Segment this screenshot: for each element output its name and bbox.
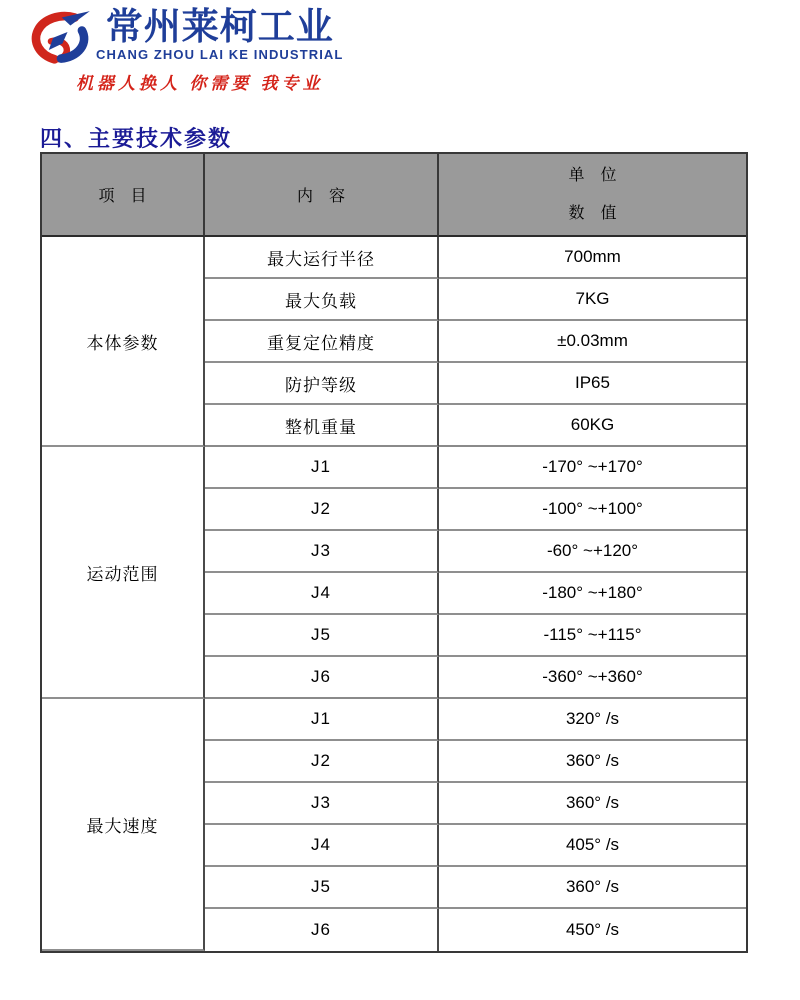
- content-cell: 整机重量: [205, 405, 439, 447]
- value-cell: -180° ~+180°: [439, 573, 746, 615]
- table-row: [42, 699, 746, 741]
- content-cell: J1: [205, 447, 439, 489]
- company-name-cn: 常州莱柯工业: [105, 6, 334, 47]
- content-cell: 重复定位精度: [205, 321, 439, 363]
- value-cell: 320° /s: [439, 699, 746, 741]
- company-slogan: 机器人换人 你需要 我专业: [76, 74, 324, 93]
- content-cell: 最大负载: [205, 279, 439, 321]
- content-cell: J4: [205, 573, 439, 615]
- content-cell: J2: [205, 741, 439, 783]
- value-cell: ±0.03mm: [439, 321, 746, 363]
- value-cell: 60KG: [439, 405, 746, 447]
- content-cell: J3: [205, 531, 439, 573]
- content-cell: J3: [205, 783, 439, 825]
- group-label: 运动范围: [42, 447, 205, 699]
- spec-table: [40, 152, 748, 953]
- value-cell: -100° ~+100°: [439, 489, 746, 531]
- spec-group-2: [42, 699, 746, 951]
- content-cell: 最大运行半径: [205, 237, 439, 279]
- value-cell: 700mm: [439, 237, 746, 279]
- content-cell: J2: [205, 489, 439, 531]
- brand-header: [20, 8, 360, 94]
- value-cell: 360° /s: [439, 783, 746, 825]
- value-cell: 360° /s: [439, 867, 746, 909]
- content-cell: J5: [205, 867, 439, 909]
- spec-group-1: [42, 447, 746, 699]
- header-unit-line2: 数 值: [568, 204, 617, 222]
- section-title: 四、主要技术参数: [40, 122, 232, 157]
- content-cell: J4: [205, 825, 439, 867]
- value-cell: 360° /s: [439, 741, 746, 783]
- header-item: 项 目: [42, 154, 205, 237]
- header-content: 内 容: [205, 154, 439, 237]
- content-cell: J6: [205, 657, 439, 699]
- company-name-en: CHANG ZHOU LAI KE INDUSTRIAL: [96, 47, 344, 62]
- spec-table-header: [42, 154, 746, 237]
- value-cell: -115° ~+115°: [439, 615, 746, 657]
- content-cell: J5: [205, 615, 439, 657]
- company-logo-icon: [20, 8, 92, 66]
- spec-group-0: [42, 237, 746, 447]
- value-cell: -170° ~+170°: [439, 447, 746, 489]
- header-unit-value: [439, 154, 746, 237]
- value-cell: -360° ~+360°: [439, 657, 746, 699]
- content-cell: J1: [205, 699, 439, 741]
- spec-table-container: [40, 152, 748, 953]
- group-label: 最大速度: [42, 699, 205, 951]
- group-label: 本体参数: [42, 237, 205, 447]
- header-unit-line1: 单 位: [568, 166, 617, 184]
- value-cell: 7KG: [439, 279, 746, 321]
- content-cell: J6: [205, 909, 439, 951]
- value-cell: 405° /s: [439, 825, 746, 867]
- table-row: [42, 237, 746, 279]
- content-cell: 防护等级: [205, 363, 439, 405]
- table-row: [42, 447, 746, 489]
- value-cell: 450° /s: [439, 909, 746, 951]
- value-cell: IP65: [439, 363, 746, 405]
- value-cell: -60° ~+120°: [439, 531, 746, 573]
